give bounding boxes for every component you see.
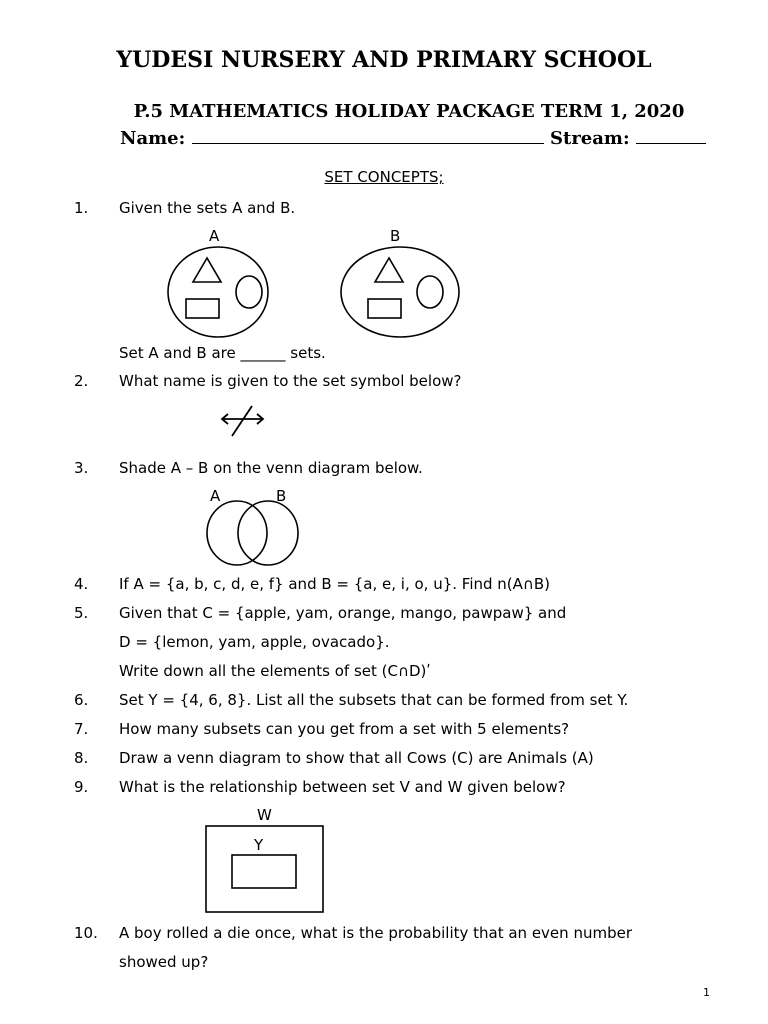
question-number: 9. <box>74 778 89 796</box>
question-number: 8. <box>74 749 89 767</box>
question-number: 3. <box>74 459 89 477</box>
page-number: 1 <box>703 986 710 999</box>
inner-set-label: Y <box>254 836 264 854</box>
question-text: If A = {a, b, c, d, e, f} and B = {a, e, i, o, u}. Find n(A∩B) <box>119 575 551 593</box>
question-number: 2. <box>74 372 89 390</box>
question-text: Given the sets A and B. <box>119 199 296 217</box>
outer-set-label: W <box>257 806 272 824</box>
question-10-line-2: showed up? <box>119 953 209 971</box>
venn-label-a: A <box>210 487 221 505</box>
question-text: Shade A – B on the venn diagram below. <box>119 459 423 477</box>
set-b-label: B <box>390 227 401 245</box>
question-text: What name is given to the set symbol below? <box>119 372 462 390</box>
question-5-line-3: Write down all the elements of set (C∩D)ʹ <box>119 662 431 680</box>
venn-label-b: B <box>276 487 287 505</box>
question-text: How many subsets can you get from a set with 5 elements? <box>119 720 570 738</box>
question-number: 1. <box>74 199 89 217</box>
question-text: Given that C = {apple, yam, orange, mango, pawpaw} and <box>119 604 567 622</box>
question-text: A boy rolled a die once, what is the probability that an even number <box>119 924 632 942</box>
question-5-line-2: D = {lemon, yam, apple, ovacado}. <box>119 633 390 651</box>
stream-label: Stream: <box>550 128 630 149</box>
section-title: SET CONCEPTS; <box>324 168 444 186</box>
outer-set-rect <box>206 826 323 912</box>
question-number: 7. <box>74 720 89 738</box>
school-name: YUDESI NURSERY AND PRIMARY SCHOOL <box>116 47 652 73</box>
question-number: 6. <box>74 691 89 709</box>
package-title: P.5 MATHEMATICS HOLIDAY PACKAGE TERM 1, 2020 <box>133 101 685 122</box>
question-text: Draw a venn diagram to show that all Cows (C) are Animals (A) <box>119 749 594 767</box>
set-a-label: A <box>209 227 220 245</box>
question-number: 4. <box>74 575 89 593</box>
question-number: 10. <box>74 924 98 942</box>
name-label: Name: <box>120 128 186 149</box>
question-text: What is the relationship between set V and W given below? <box>119 778 566 796</box>
inner-set-rect <box>232 855 296 888</box>
question-text: Set Y = {4, 6, 8}. List all the subsets that can be formed from set Y. <box>119 691 629 709</box>
question-1-followup: Set A and B are ______ sets. <box>119 344 326 362</box>
question-number: 5. <box>74 604 89 622</box>
